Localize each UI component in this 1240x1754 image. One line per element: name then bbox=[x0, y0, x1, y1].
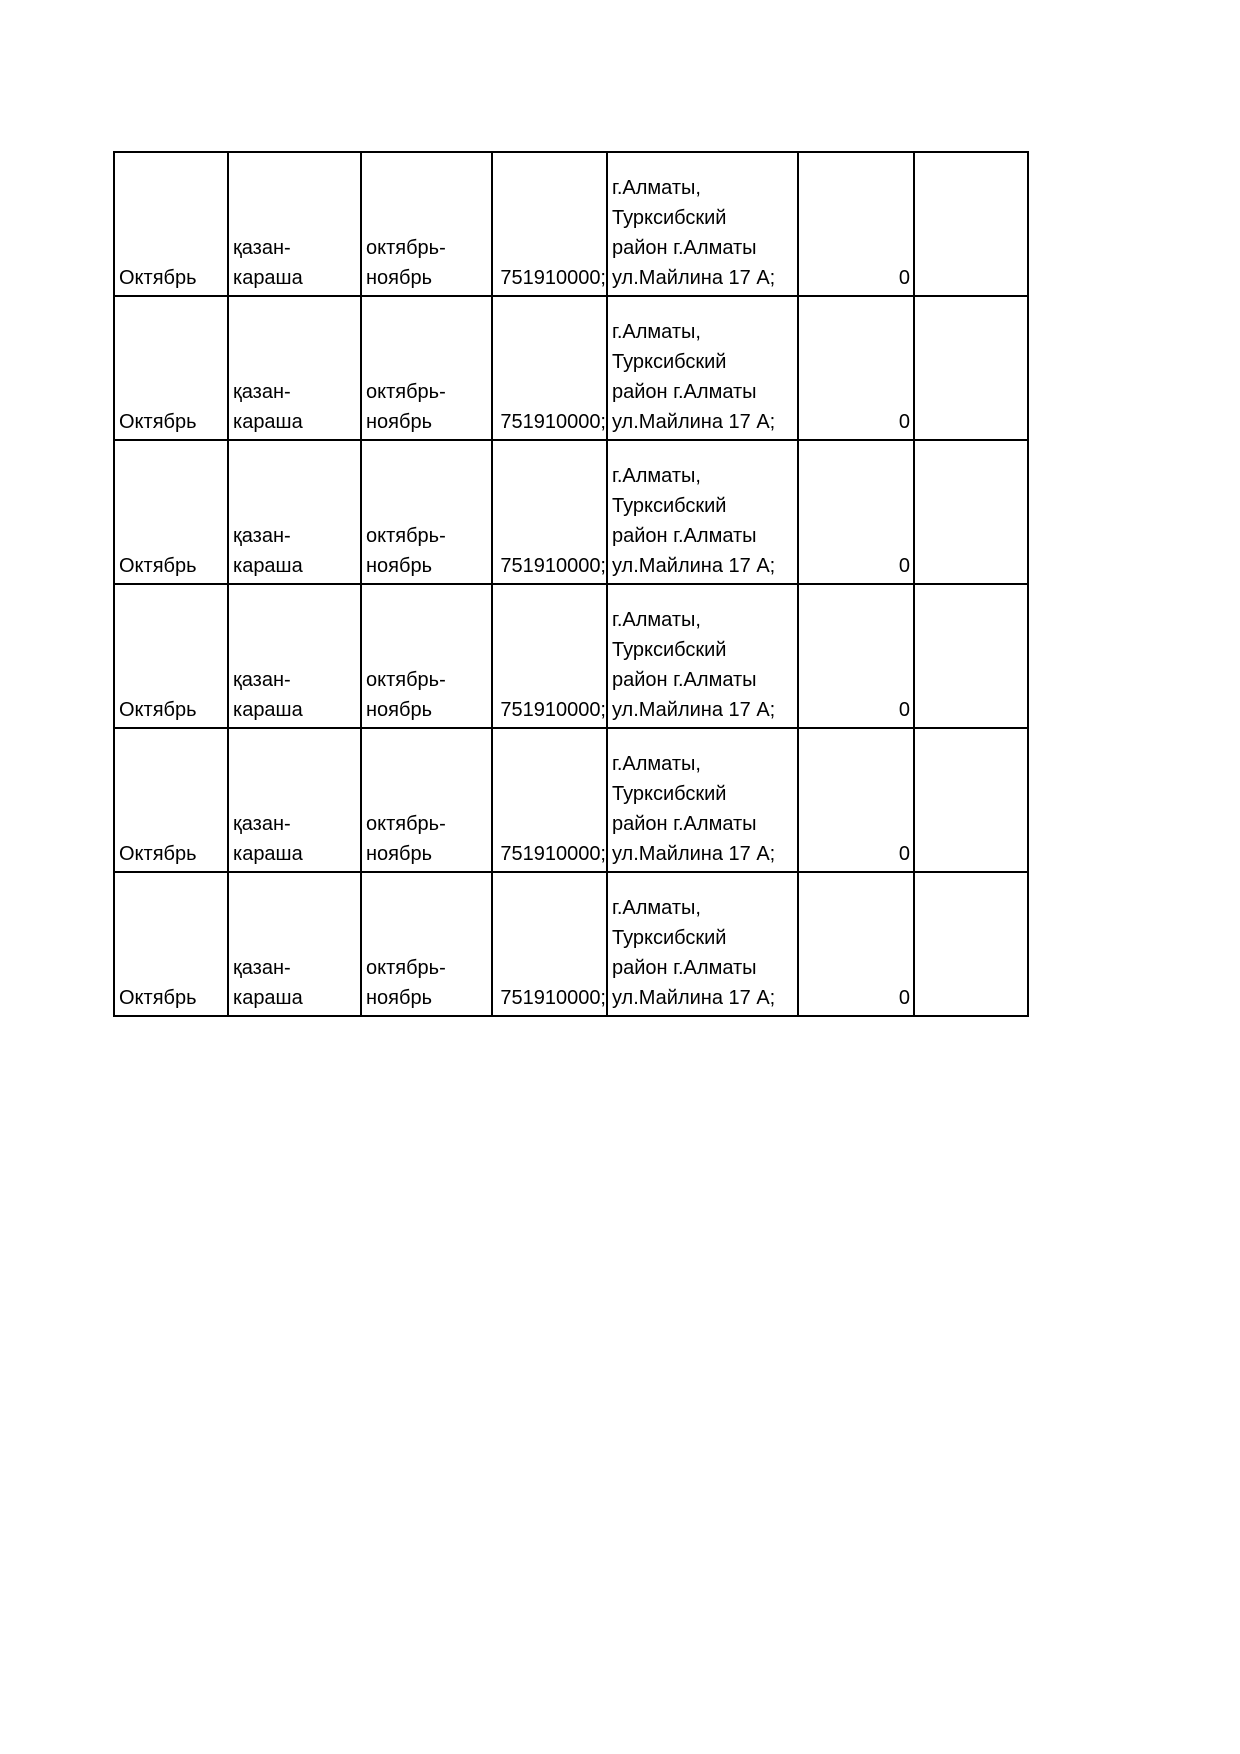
month-kz-line: караша bbox=[233, 987, 303, 1009]
address-line: ул.Майлина 17 А; bbox=[612, 699, 776, 721]
period-ru-line: ноябрь bbox=[366, 267, 432, 289]
address-line: район г.Алматы bbox=[612, 237, 757, 259]
period-ru-line: ноябрь bbox=[366, 987, 432, 1009]
address-line: Турксибский bbox=[612, 639, 727, 661]
address-line: Турксибский bbox=[612, 351, 727, 373]
month-kz-line: қазан- bbox=[233, 813, 291, 835]
period-ru-cell bbox=[361, 296, 492, 440]
address-line: г.Алматы, bbox=[612, 321, 701, 343]
address-line: ул.Майлина 17 А; bbox=[612, 987, 776, 1009]
period-ru-cell bbox=[361, 584, 492, 728]
spreadsheet-table bbox=[113, 151, 1029, 1017]
extra-cell bbox=[914, 296, 1028, 440]
address-line: г.Алматы, bbox=[612, 753, 701, 775]
month-kz-line: қазан- bbox=[233, 381, 291, 403]
address-cell bbox=[607, 584, 798, 728]
address-line: г.Алматы, bbox=[612, 897, 701, 919]
address-line: ул.Майлина 17 А; bbox=[612, 555, 776, 577]
month-kz-line: караша bbox=[233, 699, 303, 721]
extra-cell bbox=[914, 584, 1028, 728]
month-ru-cell: Октябрь bbox=[114, 440, 228, 584]
month-kz-cell bbox=[228, 152, 361, 296]
address-line: район г.Алматы bbox=[612, 813, 757, 835]
address-line: район г.Алматы bbox=[612, 525, 757, 547]
address-cell bbox=[607, 440, 798, 584]
period-ru-line: октябрь- bbox=[366, 957, 446, 979]
period-ru-cell bbox=[361, 872, 492, 1016]
address-line: г.Алматы, bbox=[612, 609, 701, 631]
period-ru-cell bbox=[361, 152, 492, 296]
period-ru-line: ноябрь bbox=[366, 555, 432, 577]
code-cell: 751910000; bbox=[492, 728, 607, 872]
month-kz-cell bbox=[228, 440, 361, 584]
extra-cell bbox=[914, 872, 1028, 1016]
period-ru-line: ноябрь bbox=[366, 411, 432, 433]
address-line: ул.Майлина 17 А; bbox=[612, 267, 776, 289]
table-row bbox=[114, 296, 1028, 440]
value-cell: 0 bbox=[798, 872, 914, 1016]
code-cell: 751910000; bbox=[492, 152, 607, 296]
month-kz-cell bbox=[228, 584, 361, 728]
code-cell: 751910000; bbox=[492, 872, 607, 1016]
period-ru-cell bbox=[361, 440, 492, 584]
table-body bbox=[114, 152, 1028, 1016]
code-cell: 751910000; bbox=[492, 440, 607, 584]
address-line: г.Алматы, bbox=[612, 465, 701, 487]
period-ru-line: октябрь- bbox=[366, 813, 446, 835]
month-ru-cell: Октябрь bbox=[114, 584, 228, 728]
month-kz-line: караша bbox=[233, 843, 303, 865]
address-cell bbox=[607, 872, 798, 1016]
month-kz-line: караша bbox=[233, 411, 303, 433]
address-line: ул.Майлина 17 А; bbox=[612, 843, 776, 865]
value-cell: 0 bbox=[798, 440, 914, 584]
address-cell bbox=[607, 152, 798, 296]
table-row bbox=[114, 728, 1028, 872]
month-kz-line: караша bbox=[233, 267, 303, 289]
month-ru-cell: Октябрь bbox=[114, 872, 228, 1016]
address-cell bbox=[607, 728, 798, 872]
table-row bbox=[114, 440, 1028, 584]
extra-cell bbox=[914, 728, 1028, 872]
address-line: ул.Майлина 17 А; bbox=[612, 411, 776, 433]
address-line: Турксибский bbox=[612, 207, 727, 229]
month-kz-line: қазан- bbox=[233, 525, 291, 547]
month-ru-cell: Октябрь bbox=[114, 152, 228, 296]
value-cell: 0 bbox=[798, 728, 914, 872]
period-ru-cell bbox=[361, 728, 492, 872]
month-kz-line: караша bbox=[233, 555, 303, 577]
month-kz-line: қазан- bbox=[233, 957, 291, 979]
code-cell: 751910000; bbox=[492, 296, 607, 440]
period-ru-line: октябрь- bbox=[366, 525, 446, 547]
period-ru-line: октябрь- bbox=[366, 669, 446, 691]
period-ru-line: октябрь- bbox=[366, 381, 446, 403]
period-ru-line: ноябрь bbox=[366, 699, 432, 721]
address-line: Турксибский bbox=[612, 495, 727, 517]
value-cell: 0 bbox=[798, 152, 914, 296]
extra-cell bbox=[914, 152, 1028, 296]
table-row bbox=[114, 152, 1028, 296]
address-cell bbox=[607, 296, 798, 440]
code-cell: 751910000; bbox=[492, 584, 607, 728]
period-ru-line: ноябрь bbox=[366, 843, 432, 865]
address-line: район г.Алматы bbox=[612, 957, 757, 979]
address-line: район г.Алматы bbox=[612, 669, 757, 691]
month-kz-line: қазан- bbox=[233, 669, 291, 691]
address-line: Турксибский bbox=[612, 927, 727, 949]
address-line: район г.Алматы bbox=[612, 381, 757, 403]
value-cell: 0 bbox=[798, 296, 914, 440]
table-row bbox=[114, 872, 1028, 1016]
address-line: г.Алматы, bbox=[612, 177, 701, 199]
value-cell: 0 bbox=[798, 584, 914, 728]
address-line: Турксибский bbox=[612, 783, 727, 805]
table-row bbox=[114, 584, 1028, 728]
month-kz-cell bbox=[228, 296, 361, 440]
month-kz-cell bbox=[228, 728, 361, 872]
extra-cell bbox=[914, 440, 1028, 584]
month-kz-line: қазан- bbox=[233, 237, 291, 259]
period-ru-line: октябрь- bbox=[366, 237, 446, 259]
month-kz-cell bbox=[228, 872, 361, 1016]
month-ru-cell: Октябрь bbox=[114, 296, 228, 440]
month-ru-cell: Октябрь bbox=[114, 728, 228, 872]
